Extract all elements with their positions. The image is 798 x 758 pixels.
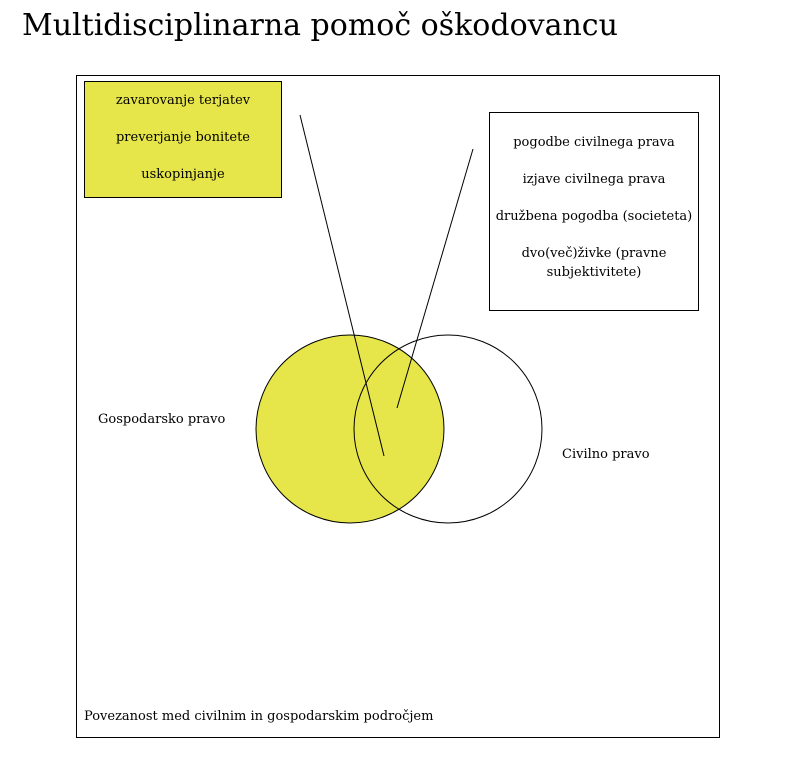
civil-law-label: Civilno pravo bbox=[562, 447, 650, 462]
business-law-box bbox=[84, 81, 282, 198]
list-item: uskopinjanje bbox=[141, 167, 225, 182]
business-law-circle bbox=[256, 335, 444, 523]
list-item: pogodbe civilnega prava bbox=[513, 135, 675, 150]
list-item: izjave civilnega prava bbox=[522, 172, 666, 187]
diagram-caption: Povezanost med civilnim in gospodarskim področjem bbox=[84, 709, 434, 724]
list-item: družbena pogodba (societeta) bbox=[495, 209, 693, 224]
list-item: preverjanje bonitete bbox=[115, 130, 250, 145]
page-title: Multidisciplinarna pomoč oškodovancu bbox=[22, 8, 618, 43]
business-law-label: Gospodarsko pravo bbox=[98, 412, 226, 427]
civil-pointer-line bbox=[397, 149, 473, 408]
list-item: zavarovanje terjatev bbox=[115, 93, 251, 108]
civil-law-box bbox=[489, 112, 699, 311]
list-item: dvo(več)živke (pravne subjektivitete) bbox=[521, 246, 667, 280]
